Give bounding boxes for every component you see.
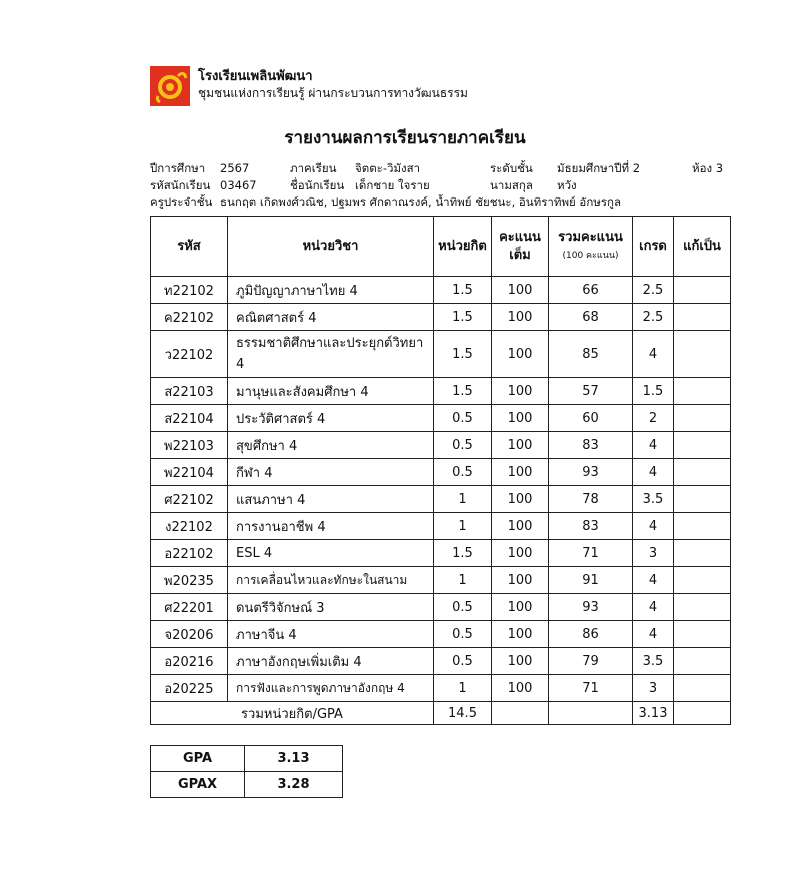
row-grade: 4 bbox=[633, 331, 674, 378]
row-code: พ20235 bbox=[151, 567, 228, 594]
row-grade: 4 bbox=[633, 432, 674, 459]
gpa-row bbox=[151, 746, 343, 772]
row-code: ง22102 bbox=[151, 513, 228, 540]
row-subject: คณิตศาสตร์ 4 bbox=[228, 304, 434, 331]
row-code: พ22103 bbox=[151, 432, 228, 459]
grades-table bbox=[150, 216, 731, 725]
row-credit: 1.5 bbox=[434, 277, 492, 304]
row-credit: 1 bbox=[434, 513, 492, 540]
header-fix: แก้เป็น bbox=[674, 217, 731, 277]
surname-label: นามสกุล bbox=[490, 178, 533, 192]
row-subject: ภาษาจีน 4 bbox=[228, 621, 434, 648]
term-value: จิตตะ-วิมังสา bbox=[355, 161, 421, 175]
gpa-value: 3.13 bbox=[245, 746, 343, 772]
row-code: ว22102 bbox=[151, 331, 228, 378]
table-row bbox=[151, 540, 731, 567]
row-subject: ดนตรีวิจักษณ์ 3 bbox=[228, 594, 434, 621]
row-grade: 4 bbox=[633, 594, 674, 621]
school-logo-icon bbox=[150, 66, 190, 106]
row-fix bbox=[674, 304, 731, 331]
table-row bbox=[151, 648, 731, 675]
row-fix bbox=[674, 567, 731, 594]
table-row bbox=[151, 675, 731, 702]
student-id-label: รหัสนักเรียน bbox=[150, 178, 211, 192]
row-credit: 1.5 bbox=[434, 540, 492, 567]
header-full-score bbox=[492, 217, 549, 277]
report-title: รายงานผลการเรียนรายภาคเรียน bbox=[284, 128, 526, 148]
row-full: 100 bbox=[492, 432, 549, 459]
header-total-line2: (100 คะแนน) bbox=[562, 250, 619, 261]
gpax-label: GPAX bbox=[151, 772, 245, 798]
row-grade: 3.5 bbox=[633, 648, 674, 675]
row-full: 100 bbox=[492, 567, 549, 594]
school-motto: ชุมชนแห่งการเรียนรู้ ผ่านกระบวนการทางวัฒนธรรม bbox=[198, 86, 468, 100]
row-score: 85 bbox=[549, 331, 633, 378]
row-score: 60 bbox=[549, 405, 633, 432]
level-label: ระดับชั้น bbox=[490, 161, 533, 175]
row-full: 100 bbox=[492, 277, 549, 304]
row-full: 100 bbox=[492, 540, 549, 567]
student-name-value: เด็กชาย ใจราย bbox=[355, 178, 430, 192]
row-full: 100 bbox=[492, 513, 549, 540]
row-credit: 0.5 bbox=[434, 594, 492, 621]
row-fix bbox=[674, 405, 731, 432]
row-fix bbox=[674, 459, 731, 486]
row-code: อ20225 bbox=[151, 675, 228, 702]
level-value: มัธยมศึกษาปีที่ 2 bbox=[557, 161, 641, 175]
table-row bbox=[151, 432, 731, 459]
student-name-label: ชื่อนักเรียน bbox=[290, 178, 345, 192]
row-credit: 0.5 bbox=[434, 621, 492, 648]
total-score-empty bbox=[549, 702, 633, 725]
row-credit: 0.5 bbox=[434, 432, 492, 459]
row-score: 66 bbox=[549, 277, 633, 304]
row-full: 100 bbox=[492, 594, 549, 621]
row-subject: ประวัติศาสตร์ 4 bbox=[228, 405, 434, 432]
table-row bbox=[151, 486, 731, 513]
row-score: 83 bbox=[549, 432, 633, 459]
table-row bbox=[151, 513, 731, 540]
table-row bbox=[151, 621, 731, 648]
row-grade: 4 bbox=[633, 621, 674, 648]
row-subject: กีฬา 4 bbox=[228, 459, 434, 486]
gpax-row bbox=[151, 772, 343, 798]
row-score: 71 bbox=[549, 675, 633, 702]
row-subject: มานุษและสังคมศึกษา 4 bbox=[228, 378, 434, 405]
row-fix bbox=[674, 594, 731, 621]
row-credit: 0.5 bbox=[434, 459, 492, 486]
surname-value: หวัง bbox=[557, 178, 577, 192]
row-credit: 1 bbox=[434, 486, 492, 513]
row-credit: 0.5 bbox=[434, 648, 492, 675]
row-credit: 1.5 bbox=[434, 378, 492, 405]
header-subject: หน่วยวิชา bbox=[228, 217, 434, 277]
row-fix bbox=[674, 621, 731, 648]
row-full: 100 bbox=[492, 405, 549, 432]
total-full-empty bbox=[492, 702, 549, 725]
row-subject: แสนภาษา 4 bbox=[228, 486, 434, 513]
year-value: 2567 bbox=[220, 161, 250, 175]
row-grade: 2.5 bbox=[633, 304, 674, 331]
row-fix bbox=[674, 378, 731, 405]
row-credit: 1 bbox=[434, 675, 492, 702]
row-full: 100 bbox=[492, 486, 549, 513]
row-credit: 1.5 bbox=[434, 304, 492, 331]
row-credit: 1 bbox=[434, 567, 492, 594]
row-fix bbox=[674, 540, 731, 567]
row-score: 78 bbox=[549, 486, 633, 513]
total-fix-empty bbox=[674, 702, 731, 725]
table-header-row bbox=[151, 217, 731, 277]
row-subject: ESL 4 bbox=[228, 540, 434, 567]
row-subject: สุขศึกษา 4 bbox=[228, 432, 434, 459]
table-row bbox=[151, 378, 731, 405]
teacher-label: ครูประจำชั้น bbox=[150, 195, 213, 209]
row-credit: 0.5 bbox=[434, 405, 492, 432]
total-credit: 14.5 bbox=[434, 702, 492, 725]
row-full: 100 bbox=[492, 675, 549, 702]
table-row bbox=[151, 594, 731, 621]
teacher-names: ธนกฤต เกิดพงศ์วณิช, ปฐมพร ศักดาณรงค์, น้ำทิพย์ ชัยชนะ, อินทิราทิพย์ อักษรกูล bbox=[220, 195, 622, 209]
row-fix bbox=[674, 513, 731, 540]
gpa-label: GPA bbox=[151, 746, 245, 772]
row-code: จ20206 bbox=[151, 621, 228, 648]
row-code: อ22102 bbox=[151, 540, 228, 567]
row-score: 71 bbox=[549, 540, 633, 567]
header-full-line1: คะแนน bbox=[499, 229, 541, 245]
row-subject: ภูมิปัญญาภาษาไทย 4 bbox=[228, 277, 434, 304]
table-row bbox=[151, 405, 731, 432]
row-score: 93 bbox=[549, 459, 633, 486]
row-fix bbox=[674, 331, 731, 378]
term-label: ภาคเรียน bbox=[290, 161, 337, 175]
row-grade: 4 bbox=[633, 567, 674, 594]
gpa-summary-table bbox=[150, 745, 343, 798]
row-grade: 3 bbox=[633, 675, 674, 702]
header-credit: หน่วยกิต bbox=[434, 217, 492, 277]
row-subject: การเคลื่อนไหวและทักษะในสนาม bbox=[228, 567, 434, 594]
room-value: ห้อง 3 bbox=[692, 161, 724, 175]
row-full: 100 bbox=[492, 331, 549, 378]
row-code: ท22102 bbox=[151, 277, 228, 304]
table-row bbox=[151, 277, 731, 304]
row-subject: ธรรมชาติศึกษาและประยุกต์วิทยา 4 bbox=[228, 331, 434, 378]
row-full: 100 bbox=[492, 304, 549, 331]
row-code: ศ22201 bbox=[151, 594, 228, 621]
total-row bbox=[151, 702, 731, 725]
table-row bbox=[151, 567, 731, 594]
row-code: ส22103 bbox=[151, 378, 228, 405]
row-score: 93 bbox=[549, 594, 633, 621]
row-subject: ภาษาอังกฤษเพิ่มเติม 4 bbox=[228, 648, 434, 675]
year-label: ปีการศึกษา bbox=[150, 161, 206, 175]
row-full: 100 bbox=[492, 378, 549, 405]
table-row bbox=[151, 331, 731, 378]
row-grade: 4 bbox=[633, 459, 674, 486]
table-row bbox=[151, 459, 731, 486]
row-grade: 3.5 bbox=[633, 486, 674, 513]
row-grade: 4 bbox=[633, 513, 674, 540]
row-fix bbox=[674, 432, 731, 459]
header-total-score bbox=[549, 217, 633, 277]
row-full: 100 bbox=[492, 621, 549, 648]
row-fix bbox=[674, 648, 731, 675]
row-code: อ20216 bbox=[151, 648, 228, 675]
gpax-value: 3.28 bbox=[245, 772, 343, 798]
row-grade: 2 bbox=[633, 405, 674, 432]
row-credit: 1.5 bbox=[434, 331, 492, 378]
row-fix bbox=[674, 277, 731, 304]
row-fix bbox=[674, 675, 731, 702]
row-score: 83 bbox=[549, 513, 633, 540]
row-grade: 3 bbox=[633, 540, 674, 567]
student-id-value: 03467 bbox=[220, 178, 257, 192]
total-label: รวมหน่วยกิต/GPA bbox=[151, 702, 434, 725]
school-header bbox=[150, 66, 468, 106]
row-code: ส22104 bbox=[151, 405, 228, 432]
total-gpa: 3.13 bbox=[633, 702, 674, 725]
header-code: รหัส bbox=[151, 217, 228, 277]
row-code: พ22104 bbox=[151, 459, 228, 486]
header-full-line2: เต็ม bbox=[509, 247, 531, 263]
row-score: 68 bbox=[549, 304, 633, 331]
row-score: 57 bbox=[549, 378, 633, 405]
row-score: 79 bbox=[549, 648, 633, 675]
row-subject: การงานอาชีพ 4 bbox=[228, 513, 434, 540]
header-grade: เกรด bbox=[633, 217, 674, 277]
row-subject: การฟังและการพูดภาษาอังกฤษ 4 bbox=[228, 675, 434, 702]
header-total-line1: รวมคะแนน bbox=[558, 229, 623, 245]
row-code: ค22102 bbox=[151, 304, 228, 331]
row-grade: 2.5 bbox=[633, 277, 674, 304]
row-score: 91 bbox=[549, 567, 633, 594]
row-full: 100 bbox=[492, 459, 549, 486]
school-name: โรงเรียนเพลินพัฒนา bbox=[198, 69, 313, 84]
row-score: 86 bbox=[549, 621, 633, 648]
row-full: 100 bbox=[492, 648, 549, 675]
row-grade: 1.5 bbox=[633, 378, 674, 405]
row-fix bbox=[674, 486, 731, 513]
row-code: ศ22102 bbox=[151, 486, 228, 513]
table-row bbox=[151, 304, 731, 331]
